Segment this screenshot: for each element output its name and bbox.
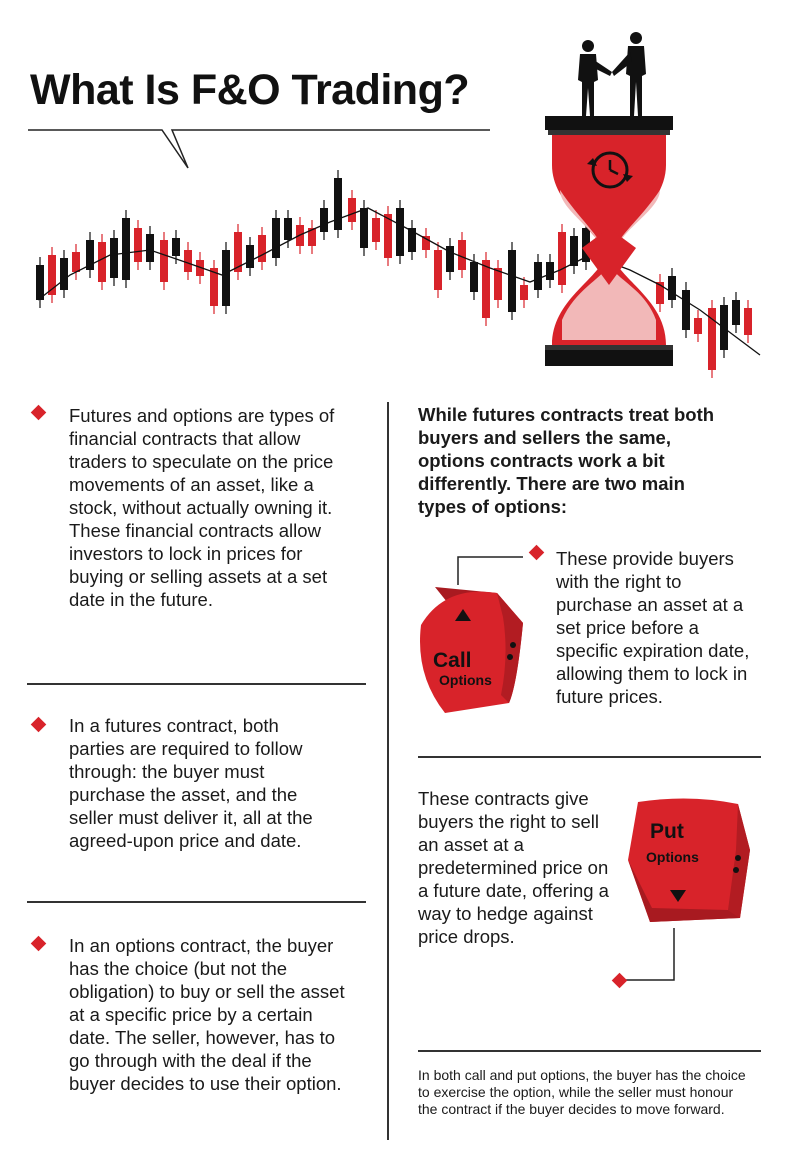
candle-body xyxy=(694,318,702,334)
candle-body xyxy=(372,218,380,242)
candle-body xyxy=(334,178,342,230)
candle-body xyxy=(122,218,130,280)
put-options-dice-icon xyxy=(610,790,760,990)
candle-body xyxy=(494,268,502,300)
call-options-description: These provide buyers with the right to purchase an asset at a set price before a specific expiration date, allowing them to lock in future prices. xyxy=(556,548,750,707)
put-dice-sublabel: Options xyxy=(646,849,699,865)
options-intro: While futures contracts treat both buyers and sellers the same, options contracts work a bit differently. There are two main types of options: xyxy=(418,404,715,517)
candle-body xyxy=(396,208,404,256)
call-options-dice-icon xyxy=(405,545,545,720)
candle-body xyxy=(348,198,356,222)
handshake-icon xyxy=(578,32,646,116)
candle-body xyxy=(360,208,368,248)
futures-contract-description: In a futures contract, both parties are required to follow through: the buyer must purchase the asset, and the seller must deliver it, all at the agreed-upon price and date. xyxy=(69,715,313,851)
candle-body xyxy=(558,232,566,285)
candle-body xyxy=(534,262,542,290)
divider xyxy=(27,683,366,685)
options-contract-description: In an options contract, the buyer has the choice (but not the obligation) to buy or sell the asset at a specific price by a certain date. The seller, however, has to go through with the deal if the buyer decides to use their option. xyxy=(69,935,345,1094)
candle-body xyxy=(98,242,106,282)
candle-body xyxy=(258,235,266,262)
candle-body xyxy=(134,228,142,262)
bullet-icon xyxy=(31,936,47,952)
divider xyxy=(418,756,761,758)
candle-body xyxy=(72,252,80,272)
candle-body xyxy=(520,285,528,300)
candle-body xyxy=(434,250,442,290)
bullet-icon xyxy=(31,405,47,421)
candle-body xyxy=(160,240,168,282)
candle-body xyxy=(482,260,490,318)
divider xyxy=(418,1050,761,1052)
call-dice-sublabel: Options xyxy=(439,672,492,688)
candle-body xyxy=(146,234,154,262)
put-options-description: These contracts give buyers the right to sell an asset at a predetermined price on a future date, offering a way to hedge against price drops. xyxy=(418,788,609,947)
candle-body xyxy=(546,262,554,280)
bullet-icon xyxy=(31,717,47,733)
candle-body xyxy=(222,250,230,306)
put-dice-label: Put xyxy=(650,820,684,843)
candle-body xyxy=(668,276,676,300)
candle-body xyxy=(172,238,180,256)
candle-body xyxy=(508,250,516,312)
call-dice-label: Call xyxy=(433,649,472,672)
candle-body xyxy=(470,262,478,292)
candle-body xyxy=(60,258,68,290)
candle-body xyxy=(246,245,254,268)
candle-body xyxy=(732,300,740,325)
candle-body xyxy=(284,218,292,240)
candle-body xyxy=(36,265,44,300)
candle-body xyxy=(272,218,280,258)
column-divider xyxy=(387,402,389,1140)
page-title: What Is F&O Trading? xyxy=(30,66,470,114)
candle-body xyxy=(184,250,192,272)
footnote: In both call and put options, the buyer has the choice to exercise the option, while the seller must honour the contract if the buyer decides to move forward. xyxy=(418,1067,746,1117)
futures-options-description: Futures and options are types of financial contracts that allow traders to speculate on the price movements of an asset, like a stock, without actually owning it. These financial contracts allow investors to lock in prices for buying or selling assets at a set date in the future. xyxy=(69,405,335,610)
candle-body xyxy=(682,290,690,330)
candlestick-chart xyxy=(0,0,801,380)
divider xyxy=(27,901,366,903)
candle-body xyxy=(744,308,752,335)
candle-body xyxy=(110,238,118,278)
candle-body xyxy=(320,208,328,232)
